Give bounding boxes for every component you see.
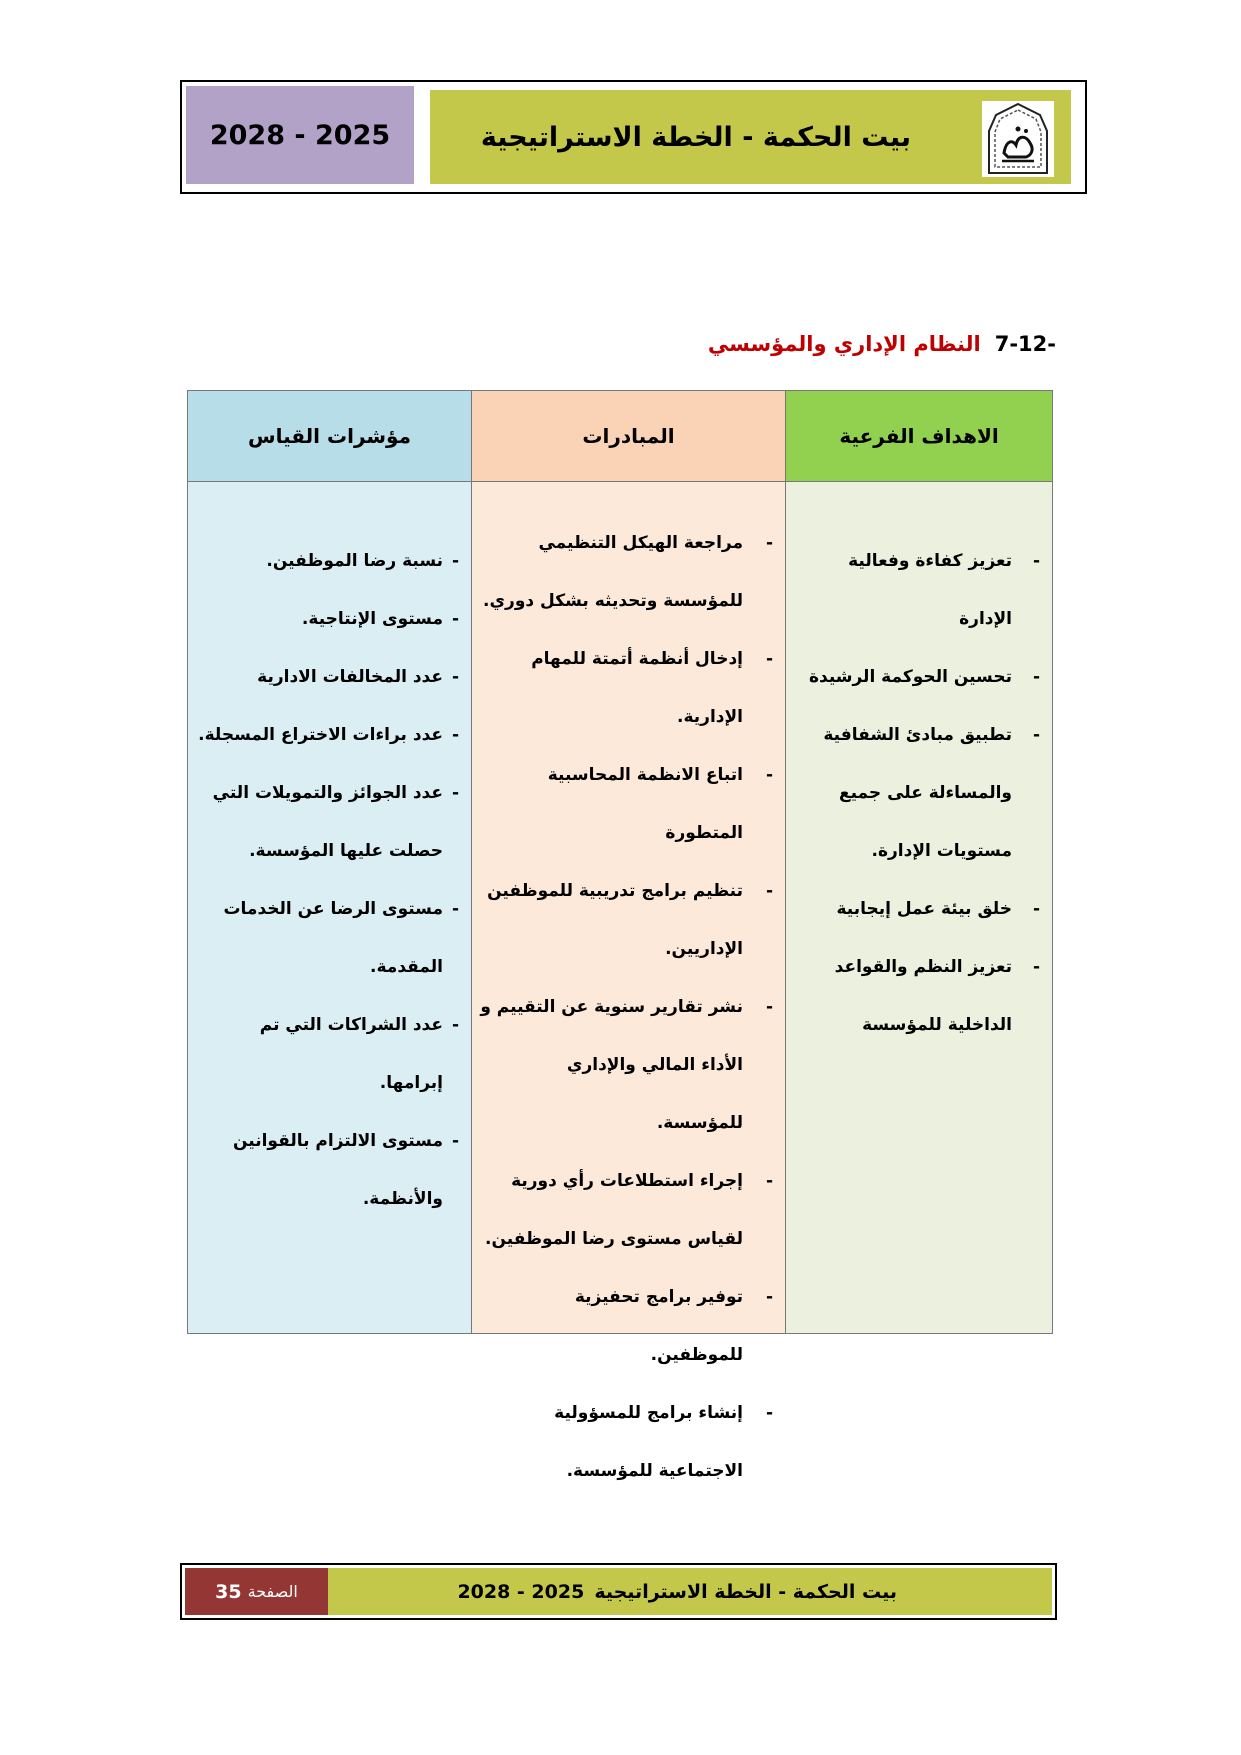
initiative-item-text: نشر تقارير سنوية عن التقييم و الأداء المالي والإداري للمؤسسة. — [480, 997, 743, 1133]
bullet-dash: - — [451, 1131, 459, 1151]
page-footer — [180, 1563, 1057, 1620]
goal-item — [794, 648, 1040, 706]
goals-cell — [786, 482, 1052, 1333]
bullet-dash: - — [765, 649, 773, 669]
goal-item — [794, 938, 1040, 1054]
indicators-cell — [188, 482, 471, 1333]
initiative-item — [480, 1384, 773, 1500]
page-number-box — [185, 1568, 328, 1615]
initiative-item — [480, 978, 773, 1152]
bullet-dash: - — [451, 783, 459, 803]
bullet-dash: - — [451, 551, 459, 571]
indicator-item — [196, 532, 459, 590]
bullet-dash: - — [1032, 725, 1040, 745]
goal-item-text: تطبيق مبادئ الشفافية والمساءلة على جميع مستويات الإدارة. — [823, 725, 1012, 861]
indicator-item — [196, 764, 459, 880]
initiatives-cell — [472, 482, 785, 1481]
page-number: 35 — [215, 1580, 242, 1603]
initiatives-column — [471, 391, 786, 1481]
bullet-dash: - — [765, 765, 773, 785]
initiative-item — [480, 1268, 773, 1384]
initiative-item-text: إنشاء برامج للمسؤولية الاجتماعية للمؤسسة. — [554, 1403, 743, 1481]
bullet-dash: - — [765, 1171, 773, 1191]
section-heading — [708, 332, 1056, 356]
strategy-table — [187, 390, 1053, 1481]
footer-title-group — [457, 1568, 897, 1615]
initiative-item-text: مراجعة الهيكل التنظيمي للمؤسسة وتحديثه بشكل دوري. — [483, 533, 743, 611]
initiative-item-text: إدخال أنظمة أتمتة للمهام الإدارية. — [531, 649, 743, 727]
page-label: الصفحة — [247, 1582, 298, 1601]
goal-item — [794, 532, 1040, 648]
indicator-item-text: عدد براءات الاختراع المسجلة. — [198, 725, 443, 745]
goal-item-text: تعزيز كفاءة وفعالية الإدارة — [848, 551, 1012, 629]
bullet-dash: - — [451, 667, 459, 687]
indicators-column — [188, 391, 471, 1333]
bullet-dash: - — [1032, 667, 1040, 687]
indicator-item — [196, 880, 459, 996]
bayt-al-hikma-logo-icon — [982, 101, 1054, 177]
initiative-item-text: تنظيم برامج تدريبية للموظفين الإداريين. — [487, 881, 743, 959]
initiative-item — [480, 1152, 773, 1268]
section-title: النظام الإداري والمؤسسي — [707, 332, 981, 356]
initiatives-header: المبادرات — [472, 391, 785, 482]
indicator-item — [196, 590, 459, 648]
goals-column — [786, 391, 1052, 1333]
indicator-item — [196, 648, 459, 706]
indicator-item-text: مستوى الرضا عن الخدمات المقدمة. — [223, 899, 443, 977]
indicator-item-text: عدد الجوائز والتمويلات التي حصلت عليها المؤسسة. — [212, 783, 443, 861]
initiatives-list — [480, 514, 773, 1500]
indicator-item — [196, 1112, 459, 1228]
goals-header: الاهداف الفرعية — [786, 391, 1052, 482]
bullet-dash: - — [765, 1287, 773, 1307]
goal-item-text: تحسين الحوكمة الرشيدة — [808, 667, 1012, 687]
goal-item — [794, 706, 1040, 880]
bullet-dash: - — [451, 725, 459, 745]
indicator-item-text: عدد المخالفات الادارية — [257, 667, 443, 687]
initiative-item — [480, 746, 773, 862]
indicator-item — [196, 996, 459, 1112]
initiative-item — [480, 514, 773, 630]
indicator-item-text: نسبة رضا الموظفين. — [266, 551, 443, 571]
bullet-dash: - — [765, 997, 773, 1017]
page-header — [180, 80, 1087, 194]
initiative-item — [480, 630, 773, 746]
indicators-list — [196, 532, 459, 1228]
bullet-dash: - — [451, 609, 459, 629]
indicator-item — [196, 706, 459, 764]
footer-years: 2028 - 2025 — [457, 1580, 585, 1603]
indicator-item-text: عدد الشراكات التي تم إبرامها. — [259, 1015, 443, 1093]
indicators-header: مؤشرات القياس — [188, 391, 471, 482]
initiative-item — [480, 862, 773, 978]
indicator-item-text: مستوى الالتزام بالقوانين والأنظمة. — [232, 1131, 443, 1209]
section-number: 7-12- — [994, 332, 1056, 356]
header-title: بيت الحكمة - الخطة الاستراتيجية — [480, 121, 911, 153]
goal-item-text: خلق بيئة عمل إيجابية — [836, 899, 1012, 919]
indicator-item-text: مستوى الإنتاجية. — [301, 609, 443, 629]
header-years: 2028 - 2025 — [186, 86, 414, 184]
goal-item-text: تعزيز النظم والقواعد الداخلية للمؤسسة — [834, 957, 1012, 1035]
bullet-dash: - — [765, 533, 773, 553]
footer-title: بيت الحكمة - الخطة الاستراتيجية — [594, 1580, 897, 1603]
initiative-item-text: إجراء استطلاعات رأي دورية لقياس مستوى رضا الموظفين. — [485, 1171, 743, 1249]
initiative-item-text: اتباع الانظمة المحاسبية المتطورة — [547, 765, 743, 843]
goals-list — [794, 532, 1040, 1054]
bullet-dash: - — [451, 1015, 459, 1035]
goal-item — [794, 880, 1040, 938]
bullet-dash: - — [1032, 957, 1040, 977]
bullet-dash: - — [1032, 551, 1040, 571]
bullet-dash: - — [765, 881, 773, 901]
initiative-item-text: توفير برامج تحفيزية للموظفين. — [574, 1287, 743, 1365]
bullet-dash: - — [1032, 899, 1040, 919]
bullet-dash: - — [451, 899, 459, 919]
header-band — [430, 90, 1071, 184]
footer-band — [328, 1568, 1052, 1615]
bullet-dash: - — [765, 1403, 773, 1423]
